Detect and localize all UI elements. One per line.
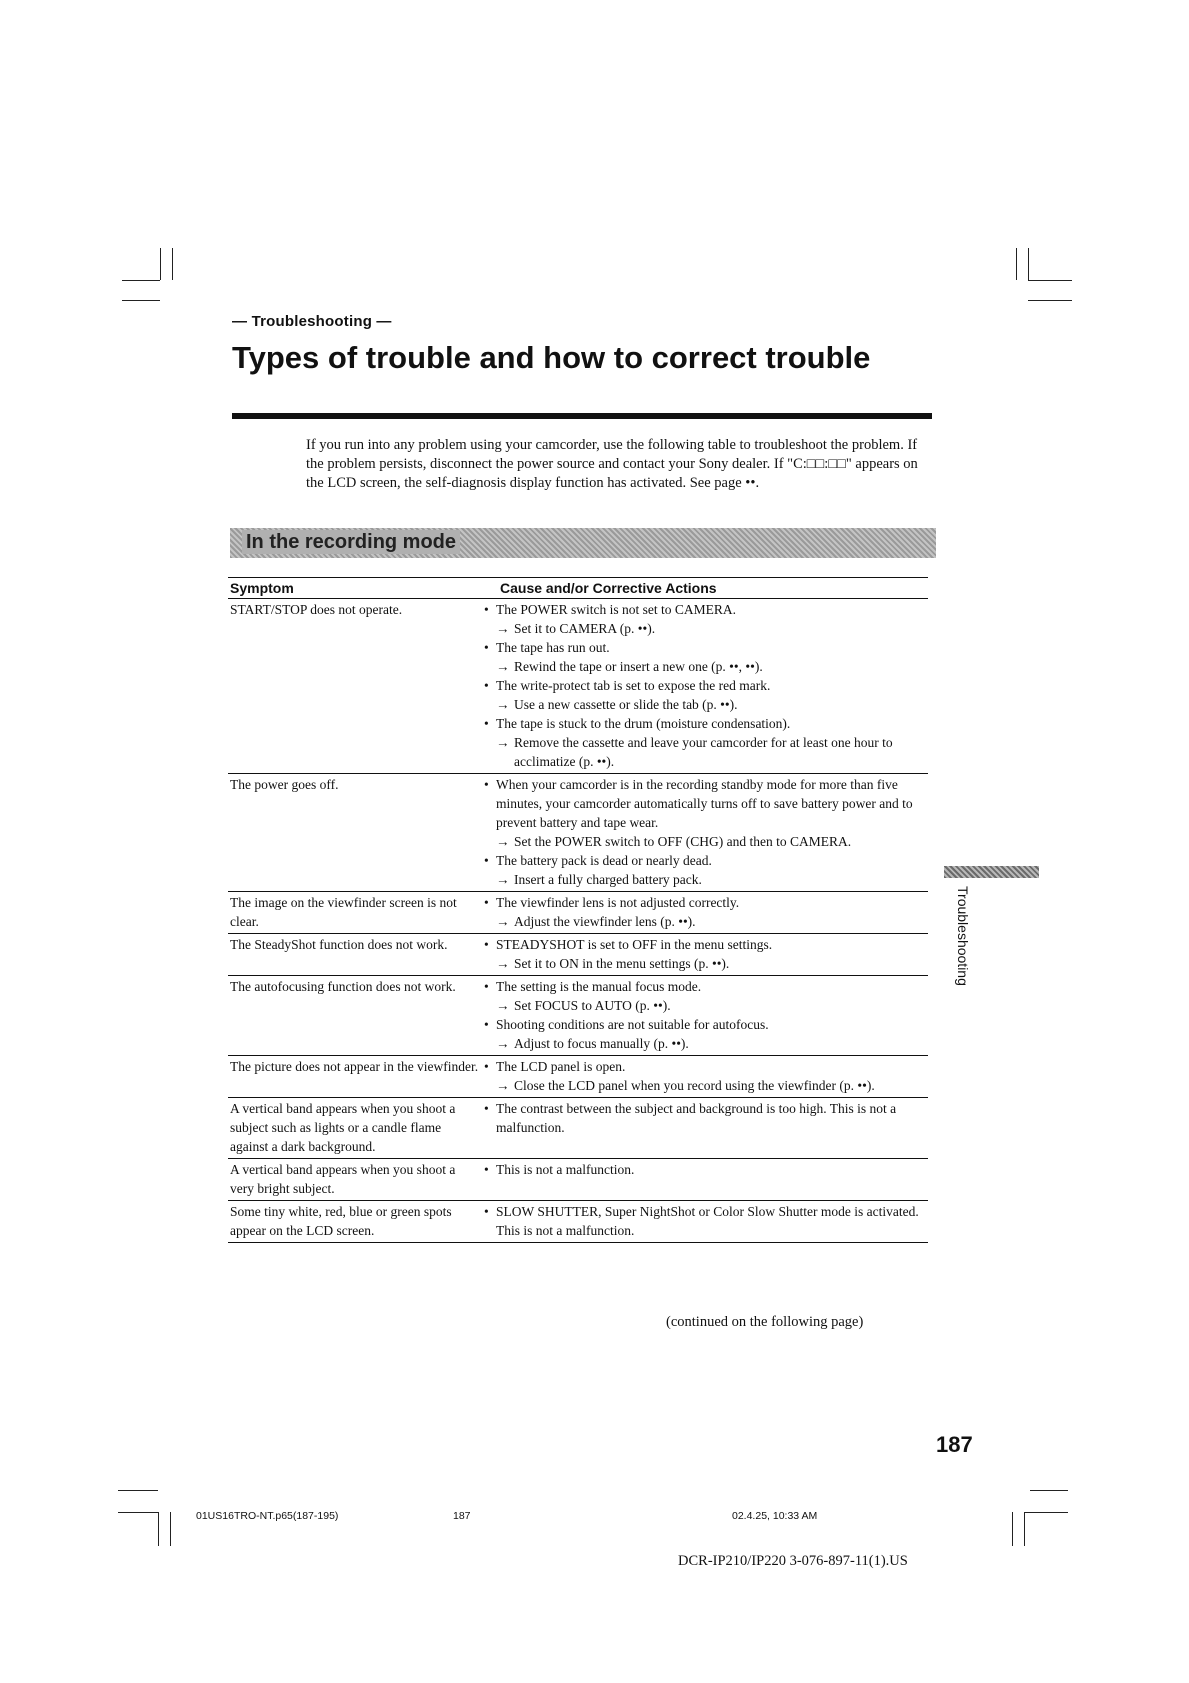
cause-item: • The viewfinder lens is not adjusted correctly. [482,893,928,912]
corrective-action: → Use a new cassette or slide the tab (p. ••). [482,695,928,714]
symptom-cell: The autofocusing function does not work. [228,976,480,1056]
table-row [228,892,928,934]
footer-timestamp: 02.4.25, 10:33 AM [732,1510,818,1522]
cause-item: • The setting is the manual focus mode. [482,977,928,996]
cause-item: • SLOW SHUTTER, Super NightShot or Color Slow Shutter mode is activated. This is not a malfunction. [482,1202,928,1240]
crop-mark [118,1490,158,1491]
model-number: DCR-IP210/IP220 3-076-897-11(1).US [678,1553,908,1569]
corrective-action: → Set the POWER switch to OFF (CHG) and then to CAMERA. [482,832,928,851]
page-number: 187 [936,1432,973,1457]
corrective-action: → Rewind the tape or insert a new one (p. ••, ••). [482,657,928,676]
actions-cell [480,892,928,934]
actions-cell [480,599,928,774]
table-row [228,1159,928,1201]
crop-mark [160,248,161,280]
side-tab-marker [944,866,1039,878]
cause-item: • The battery pack is dead or nearly dead. [482,851,928,870]
crop-mark [1012,1512,1013,1546]
crop-mark [1028,248,1029,280]
title-rule [232,413,932,419]
cause-item: • When your camcorder is in the recording standby mode for more than five minutes, your camcorder automatically turns off to save battery power and to prevent battery and tape wear. [482,775,928,832]
symptom-cell: The image on the viewfinder screen is not clear. [228,892,480,934]
symptom-cell: START/STOP does not operate. [228,599,480,774]
crop-mark [170,1512,171,1546]
cause-item: • The tape is stuck to the drum (moisture condensation). [482,714,928,733]
table-row [228,774,928,892]
cause-item: • The write-protect tab is set to expose the red mark. [482,676,928,695]
symptom-cell: A vertical band appears when you shoot a very bright subject. [228,1159,480,1201]
intro-paragraph: If you run into any problem using your camcorder, use the following table to troubleshoot the problem. If the problem persists, disconnect the power source and contact your Sony dealer. If "C:□□:□□" appears on the LCD screen, the self-diagnosis display function has activated. See page ••. [306,437,918,491]
symptom-cell: A vertical band appears when you shoot a subject such as lights or a candle flame against a dark background. [228,1098,480,1159]
corrective-action: → Adjust the viewfinder lens (p. ••). [482,912,928,931]
section-banner [230,528,936,558]
page-title: Types of trouble and how to correct trouble [232,340,871,375]
corrective-action: → Close the LCD panel when you record using the viewfinder (p. ••). [482,1076,928,1095]
cause-item: • The LCD panel is open. [482,1057,928,1076]
footer-page: 187 [453,1510,471,1522]
corrective-action: → Adjust to focus manually (p. ••). [482,1034,928,1053]
corrective-action: → Set FOCUS to AUTO (p. ••). [482,996,928,1015]
continued-note: (continued on the following page) [666,1314,864,1330]
cause-item: • This is not a malfunction. [482,1160,928,1179]
crop-mark [118,1512,158,1513]
cause-item: • The tape has run out. [482,638,928,657]
banner-label: In the recording mode [242,530,460,554]
corrective-action: → Insert a fully charged battery pack. [482,870,928,889]
symptom-cell: The picture does not appear in the viewfinder. [228,1056,480,1098]
corrective-action: → Set it to CAMERA (p. ••). [482,619,928,638]
cause-item: • The POWER switch is not set to CAMERA. [482,600,928,619]
side-section-label: Troubleshooting [955,886,971,986]
cause-item: • Shooting conditions are not suitable for autofocus. [482,1015,928,1034]
crop-mark [1024,1512,1025,1546]
actions-cell [480,1159,928,1201]
column-header-actions: Cause and/or Corrective Actions [480,578,928,599]
footer-file: 01US16TRO-NT.p65(187-195) [196,1510,339,1522]
actions-cell [480,1098,928,1159]
crop-mark [158,1512,159,1546]
crop-mark [1024,1512,1068,1513]
section-label: — Troubleshooting — [232,313,392,330]
table-row [228,1098,928,1159]
crop-mark [1028,300,1072,301]
symptom-cell: The SteadyShot function does not work. [228,934,480,976]
table-header-row [228,578,928,599]
crop-mark [1028,280,1072,281]
cause-item: • STEADYSHOT is set to OFF in the menu settings. [482,935,928,954]
trouble-table [228,577,928,1243]
actions-cell [480,934,928,976]
corrective-action: → Remove the cassette and leave your camcorder for at least one hour to acclimatize (p. ••). [482,733,928,771]
crop-mark [122,300,160,301]
table-row [228,934,928,976]
table-row [228,1056,928,1098]
table-body [228,599,928,1243]
crop-mark [172,248,173,280]
actions-cell [480,1201,928,1243]
table-row [228,1201,928,1243]
crop-mark [1030,1490,1068,1491]
corrective-action: → Set it to ON in the menu settings (p. ••). [482,954,928,973]
actions-cell [480,774,928,892]
crop-mark [1016,248,1017,280]
cause-item: • The contrast between the subject and background is too high. This is not a malfunction. [482,1099,928,1137]
symptom-cell: The power goes off. [228,774,480,892]
actions-cell [480,1056,928,1098]
column-header-symptom: Symptom [228,578,480,599]
table-row [228,599,928,774]
symptom-cell: Some tiny white, red, blue or green spots appear on the LCD screen. [228,1201,480,1243]
table-row [228,976,928,1056]
actions-cell [480,976,928,1056]
crop-mark [122,280,160,281]
